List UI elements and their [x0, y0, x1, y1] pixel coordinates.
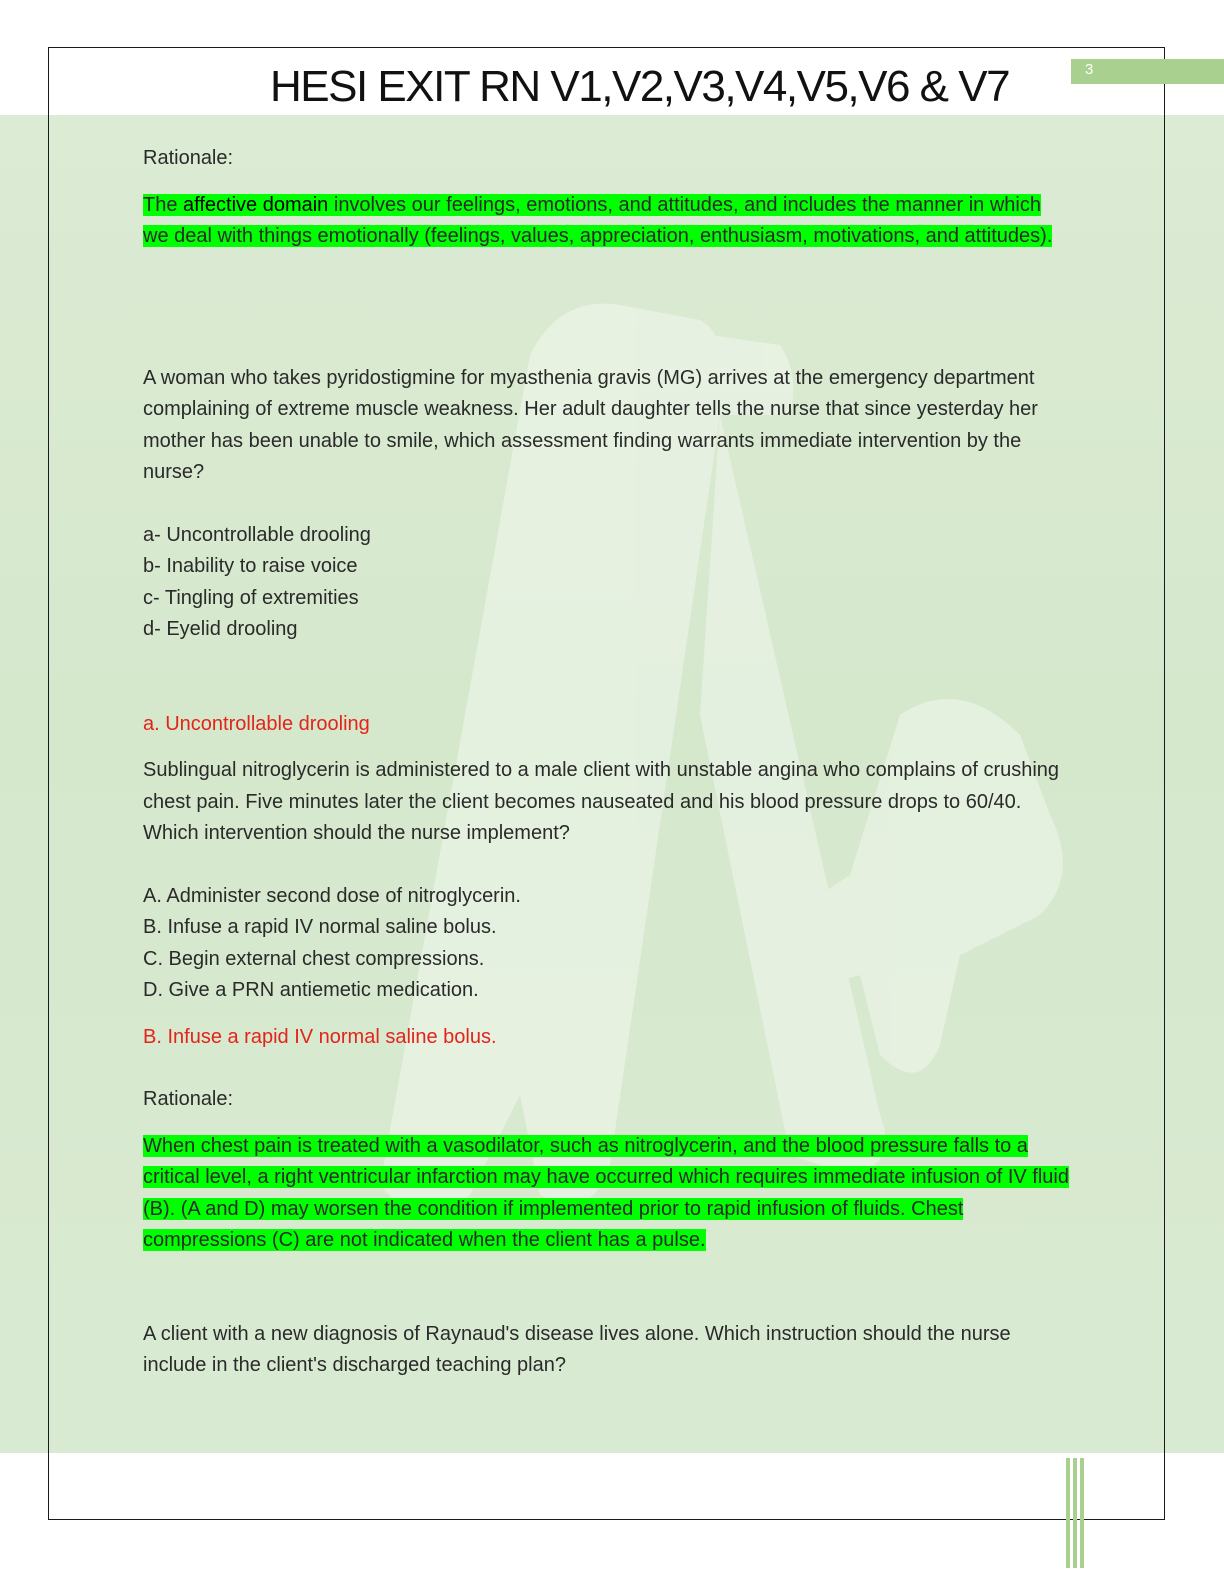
question-2-answer: B. Infuse a rapid IV normal saline bolus. — [143, 1025, 497, 1048]
rationale-1 — [143, 190, 1063, 253]
question-1-answer: a. Uncontrollable drooling — [143, 712, 370, 735]
page-number: 3 — [1085, 61, 1094, 78]
question-1-option-c: c- Tingling of extremities — [143, 586, 359, 609]
rationale-1-post: involves our feelings, emotions, and attitudes, and includes the manner in which we deal with things emotionally (feelings, values, appreciation, enthusiasm, motivations, and attitudes). — [143, 193, 1053, 247]
question-2-option-d: D. Give a PRN antiemetic medication. — [143, 979, 479, 1001]
question-1-option-a: a- Uncontrollable drooling — [143, 523, 371, 546]
question-2-stem: Sublingual nitroglycerin is administered to a male client with unstable angina who complains of crushing chest pain. Five minutes later the client becomes nauseated and his blood pressure drops to 60/40. Which intervention should the nurse implement? — [143, 759, 1060, 844]
question-1-option-b: b- Inability to raise voice — [143, 555, 358, 577]
footer-stripes — [1066, 1458, 1086, 1568]
question-2-option-b: B. Infuse a rapid IV normal saline bolus. — [143, 916, 497, 938]
rationale-2 — [143, 1131, 1073, 1257]
question-3-stem: A client with a new diagnosis of Raynaud's disease lives alone. Which instruction should the nurse include in the client's discharged teaching plan? — [143, 1322, 1011, 1376]
rationale-1-pre: The — [143, 193, 184, 216]
document-body — [143, 143, 1078, 1382]
page-number-tab — [1071, 59, 1224, 84]
document-title: HESI EXIT RN V1,V2,V3,V4,V5,V6 & V7 — [270, 62, 1010, 111]
rationale-1-highlight — [143, 194, 1052, 248]
question-1-stem: A woman who takes pyridostigmine for myasthenia gravis (MG) arrives at the emergency department complaining of extreme muscle weakness. Her adult daughter tells the nurse that since yesterday her mother has been unable to smile, which assessment finding warrants immediate intervention by the nurse? — [143, 366, 1038, 483]
question-2-option-c: C. Begin external chest compressions. — [143, 947, 485, 970]
rationale-1-term: affective domain — [183, 193, 329, 216]
question-1-options — [143, 520, 1078, 646]
rationale-2-highlight: When chest pain is treated with a vasodilator, such as nitroglycerin, and the blood pressure falls to a critical level, a right ventricular infarction may have occurred which requires immediate infusion of IV fluid (B). (A and D) may worsen the condition if implemented prior to rapid infusion of fluids. Chest compressions (C) are not indicated when the client has a pulse. — [143, 1134, 1069, 1251]
rationale-label-2: Rationale: — [143, 1088, 234, 1110]
rationale-label-1: Rationale: — [143, 147, 234, 169]
question-2-options — [143, 881, 1078, 1007]
question-2-option-a: A. Administer second dose of nitroglycerin. — [143, 884, 521, 907]
question-1-option-d: d- Eyelid drooling — [143, 618, 298, 640]
